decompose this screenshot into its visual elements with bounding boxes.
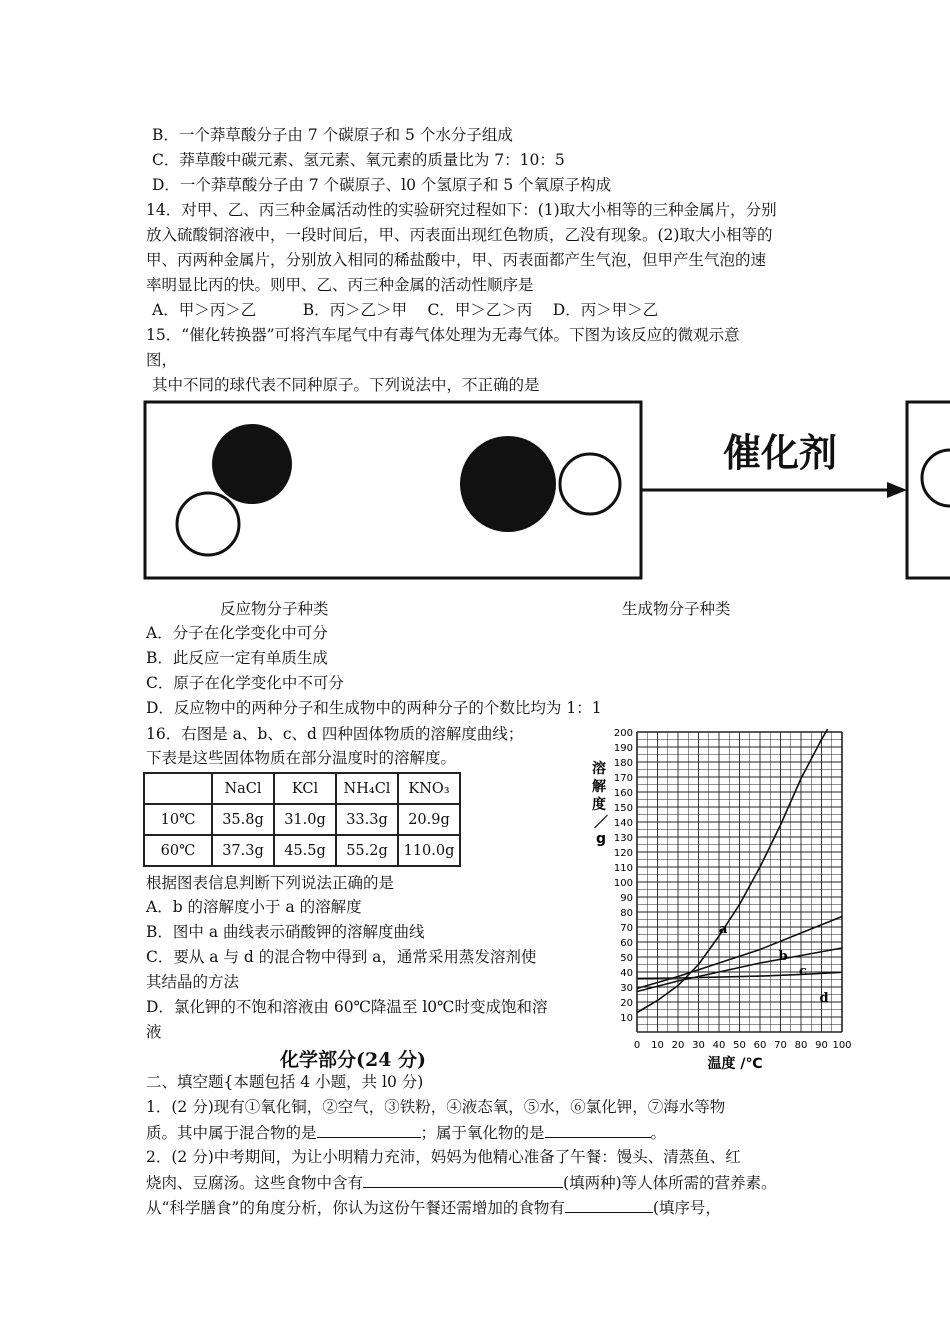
fill1-line [146,1121,666,1144]
fill2-text: 烧肉、豆腐汤。这些食物中含有 [146,1174,364,1192]
x-tick-label: 10 [651,1040,664,1051]
table-cell: 33.3g [336,804,398,835]
q14-stem-line: 放入硫酸铜溶液中，一段时间后，甲、丙表面出现红色物质，乙没有现象。(2)取大小相等的 [146,226,773,244]
y-tick-label: 40 [620,968,633,979]
arrow-head-icon [887,482,907,498]
table-header-cell: NaCl [212,773,274,804]
fill1-text: 。 [650,1124,667,1142]
reaction-diagram [143,398,950,582]
fill2-text: (填两种)等人体所需的营养素。 [563,1174,777,1192]
y-tick-label: 160 [613,788,633,799]
fill1-line: 1．(2 分)现有①氧化铜，②空气，③铁粉，④液态氧，⑤水，⑥氯化钾，⑦海水等物 [146,1098,726,1116]
table-cell: 10℃ [144,804,212,835]
product-caption: 生成物分子种类 [622,600,731,618]
series-label-a: a [719,922,728,937]
fill2-text: 从“科学膳食”的角度分析，你认为这份午餐还需增加的食物有 [146,1199,565,1217]
y-tick-label: 110 [613,863,633,874]
q15-option-b: B．此反应一定有单质生成 [146,649,328,667]
chart-grid [637,732,842,1032]
dark-atom [212,424,292,504]
q16-option-b: B．图中 a 曲线表示硝酸钾的溶解度曲线 [146,923,425,941]
table-cell: 55.2g [336,835,398,866]
solubility-table [143,772,461,867]
product-atom-partial [922,450,950,506]
q13-option-c: C．莽草酸中碳元素、氢元素、氧元素的质量比为 7：10：5 [152,151,565,169]
y-tick-label: 120 [613,848,633,859]
y-tick-label: 150 [613,803,633,814]
y-tick-label: 180 [613,758,633,769]
q14-stem-line: 14．对甲、乙、丙三种金属活动性的实验研究过程如下：(1)取大小相等的三种金属片，分别 [146,201,777,219]
q16-option-a: A．b 的溶解度小于 a 的溶解度 [146,898,362,916]
q13-option-d: D．一个莽草酸分子由 7 个碳原子、l0 个氢原子和 5 个氧原子构成 [152,176,612,194]
q15-option-a: A．分子在化学变化中可分 [146,624,328,642]
answer-blank[interactable] [363,1171,563,1188]
light-atom [560,454,620,514]
table-cell: 110.0g [398,835,460,866]
y-tick-label: 190 [613,743,633,754]
q14-stem-line: 率明显比丙的快。则甲、乙、丙三种金属的活动性顺序是 [146,276,534,294]
reactant-caption: 反应物分子种类 [220,600,329,618]
q14-options: A．甲＞丙＞乙 B．丙＞乙＞甲 C．甲＞乙＞丙 D．丙＞甲＞乙 [152,301,659,319]
y-tick-label: 80 [620,908,633,919]
table-header-cell [144,773,212,804]
x-axis-label: 温度 /℃ [707,1056,763,1072]
q15-option-c: C．原子在化学变化中不可分 [146,674,344,692]
x-tick-labels [634,1040,852,1051]
y-tick-label: 140 [613,818,633,829]
x-tick-label: 40 [712,1040,726,1051]
solubility-chart [585,725,860,1077]
fill1-text: ；属于氧化物的是 [420,1124,545,1142]
catalyst-label: 催化剂 [722,431,838,475]
q16-after-table: 根据图表信息判断下列说法正确的是 [146,874,395,892]
fill1-text: 质。其中属于混合物的是 [146,1124,317,1142]
q16-option-c-cont: 其结晶的方法 [146,973,240,991]
y-tick-label: 50 [620,953,633,964]
table-header-cell: NH₄Cl [336,773,398,804]
y-axis-label: 溶 解 度 ／ g [592,761,608,847]
q16-option-c: C．要从 a 与 d 的混合物中得到 a，通常采用蒸发溶剂使 [146,948,537,966]
y-tick-label: 200 [613,728,633,739]
y-tick-label: 130 [613,833,633,844]
answer-blank[interactable] [545,1121,651,1138]
q13-option-b: B．一个莽草酸分子由 7 个碳原子和 5 个水分子组成 [152,126,513,144]
q16-stem-line: 16．右图是 a、b、c、d 四种固体物质的溶解度曲线； [146,725,524,743]
x-tick-label: 50 [733,1040,746,1051]
y-tick-label: 100 [613,878,633,889]
y-tick-label: 30 [620,983,633,994]
x-tick-label: 100 [832,1040,852,1051]
q16-option-d-cont: 液 [146,1023,162,1041]
x-tick-label: 70 [774,1040,787,1051]
y-tick-label: 10 [620,1013,633,1024]
table-header-row [144,773,460,804]
light-atom [177,493,239,555]
x-tick-label: 90 [815,1040,828,1051]
x-tick-label: 0 [633,1040,641,1051]
x-tick-label: 80 [794,1040,808,1051]
product-box [907,402,950,578]
series-label-d: d [819,991,829,1006]
series-label-b: b [778,949,788,964]
series-label-c: c [798,964,807,979]
table-row [144,804,460,835]
fill2-text: (填序号， [652,1199,721,1217]
table-cell: 60℃ [144,835,212,866]
table-row [144,835,460,866]
section-title: 化学部分(24 分) [280,1049,427,1071]
table-header-cell: KCl [274,773,336,804]
q16-option-d: D．氯化钾的不饱和溶液由 60℃降温至 l0℃时变成饱和溶 [146,998,548,1016]
y-tick-label: 170 [613,773,633,784]
fill2-line: 2．(2 分)中考期间，为让小明精力充沛，妈妈为他精心准备了午餐：馒头、清蒸鱼、红 [146,1148,741,1166]
q15-stem-line: 15．“催化转换器”可将汽车尾气中有毒气体处理为无毒气体。下图为该反应的微观示意 [146,326,740,344]
table-cell: 31.0g [274,804,336,835]
y-tick-label: 60 [620,938,633,949]
table-cell: 20.9g [398,804,460,835]
table-cell: 35.8g [212,804,274,835]
q15-stem-line: 图， [146,351,178,369]
answer-blank[interactable] [565,1196,653,1213]
x-tick-label: 30 [692,1040,705,1051]
q15-stem-line: 其中不同的球代表不同种原子。下列说法中，不正确的是 [152,376,540,394]
x-tick-label: 20 [671,1040,685,1051]
table-header-cell: KNO₃ [398,773,460,804]
y-tick-label: 70 [620,923,633,934]
fill2-line [146,1196,721,1219]
answer-blank[interactable] [317,1121,421,1138]
table-cell: 37.3g [212,835,274,866]
x-tick-label: 60 [753,1040,767,1051]
y-tick-label: 90 [620,893,633,904]
dark-atom [460,436,556,532]
y-tick-labels [614,728,633,1024]
section-subtitle: 二、填空题{本题包括 4 小题，共 l0 分) [146,1073,424,1091]
q14-stem-line: 甲、丙两种金属片，分别放入相同的稀盐酸中，甲、丙表面都产生气泡，但甲产生气泡的速 [146,251,767,269]
q15-option-d: D．反应物中的两种分子和生成物中的两种分子的个数比均为 1：1 [146,699,602,717]
fill2-line [146,1171,777,1194]
y-tick-label: 20 [620,998,633,1009]
q16-stem-line: 下表是这些固体物质在部分温度时的溶解度。 [146,749,457,767]
table-cell: 45.5g [274,835,336,866]
